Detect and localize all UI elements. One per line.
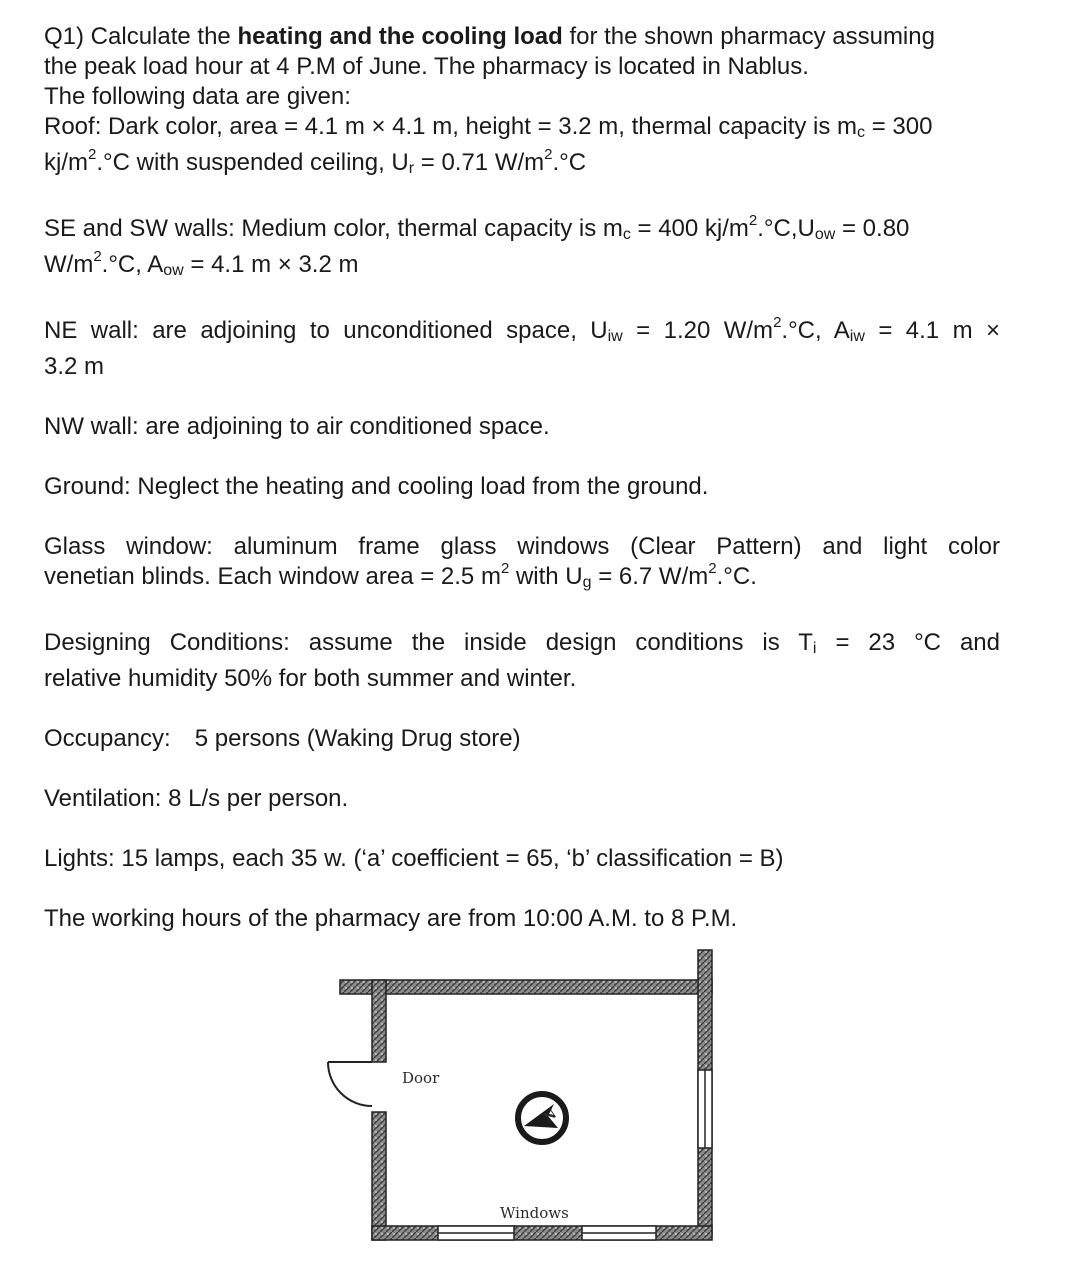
design-conditions-line-1: Designing Conditions: assume the inside design conditions is Ti = 23 °C and xyxy=(44,629,1000,657)
question-emphasis: heating and the cooling load xyxy=(237,23,563,50)
ne-wall-line-1: NE wall: are adjoining to unconditioned space, Uiw = 1.20 $W/m^2.^\circ C$, Aiw = 4.1 m × xyxy=(44,314,1000,345)
nw-wall-line: NW wall: are adjoining to air conditioned space. xyxy=(44,413,550,440)
window-bottom-left xyxy=(438,1226,514,1240)
ne-wall-line-2: 3.2 m xyxy=(44,353,105,380)
working-hours-line: The working hours of the pharmacy are from 10:00 A.M. to 8 P.M. xyxy=(44,905,738,932)
occupancy-line: Occupancy: 5 persons (Waking Drug store) xyxy=(44,725,521,752)
glass-window-line-1: Glass window: aluminum frame glass windows (Clear Pattern) and light color xyxy=(44,533,1000,560)
door-label: Door xyxy=(402,1069,440,1087)
wall-left-upper xyxy=(372,980,386,1062)
given-data-heading: The following data are given: xyxy=(44,83,351,110)
se-sw-walls-line-1: SE and SW walls: Medium color, thermal capacity is mc = 400 $kj/m^2.^\circ C,Uow = 0.80$ xyxy=(44,212,910,243)
problem-document xyxy=(44,22,1000,934)
glass-window-line-2: venetian blinds. Each window area = 2.5 $m^2$ with Ug = 6.7 $W/m^2.^\circ C$. xyxy=(44,560,757,591)
lights-line: Lights: 15 lamps, each 35 w. (‘a’ coefficient = 65, ‘b’ classification = B) xyxy=(44,845,784,872)
wall-bottom xyxy=(372,1226,712,1240)
north-arrow-icon xyxy=(518,1094,566,1142)
se-sw-walls-line-2: $W/m^2.^\circ C$, Aow = 4.1 m × 3.2 m xyxy=(44,248,359,279)
question-line-2: the peak load hour at 4 P.M of June. The pharmacy is located in Nablus. xyxy=(44,53,809,80)
wall-left-lower xyxy=(372,1112,386,1240)
wall-top xyxy=(340,980,712,994)
question-line-1: Q1) Calculate the heating and the cooling load for the shown pharmacy assuming xyxy=(44,23,935,50)
north-label: N xyxy=(541,1106,560,1126)
window-right xyxy=(698,1070,712,1148)
ground-line: Ground: Neglect the heating and cooling load from the ground. xyxy=(44,473,709,500)
roof-line-2: $kj/m^2.^\circ C$ with suspended ceiling, Ur = 0.71 $W/m^2.^\circ C$ xyxy=(44,146,587,177)
roof-line-1: Roof: Dark color, area = 4.1 m × 4.1 m, height = 3.2 m, thermal capacity is mc = 300 xyxy=(44,113,933,141)
windows-label: Windows xyxy=(500,1204,569,1222)
window-bottom-right xyxy=(582,1226,656,1240)
floor-plan-figure xyxy=(320,920,720,1260)
door-swing xyxy=(328,1062,372,1106)
ventilation-line: Ventilation: 8 L/s per person. xyxy=(44,785,349,812)
design-conditions-line-2: relative humidity 50% for both summer and winter. xyxy=(44,665,577,692)
